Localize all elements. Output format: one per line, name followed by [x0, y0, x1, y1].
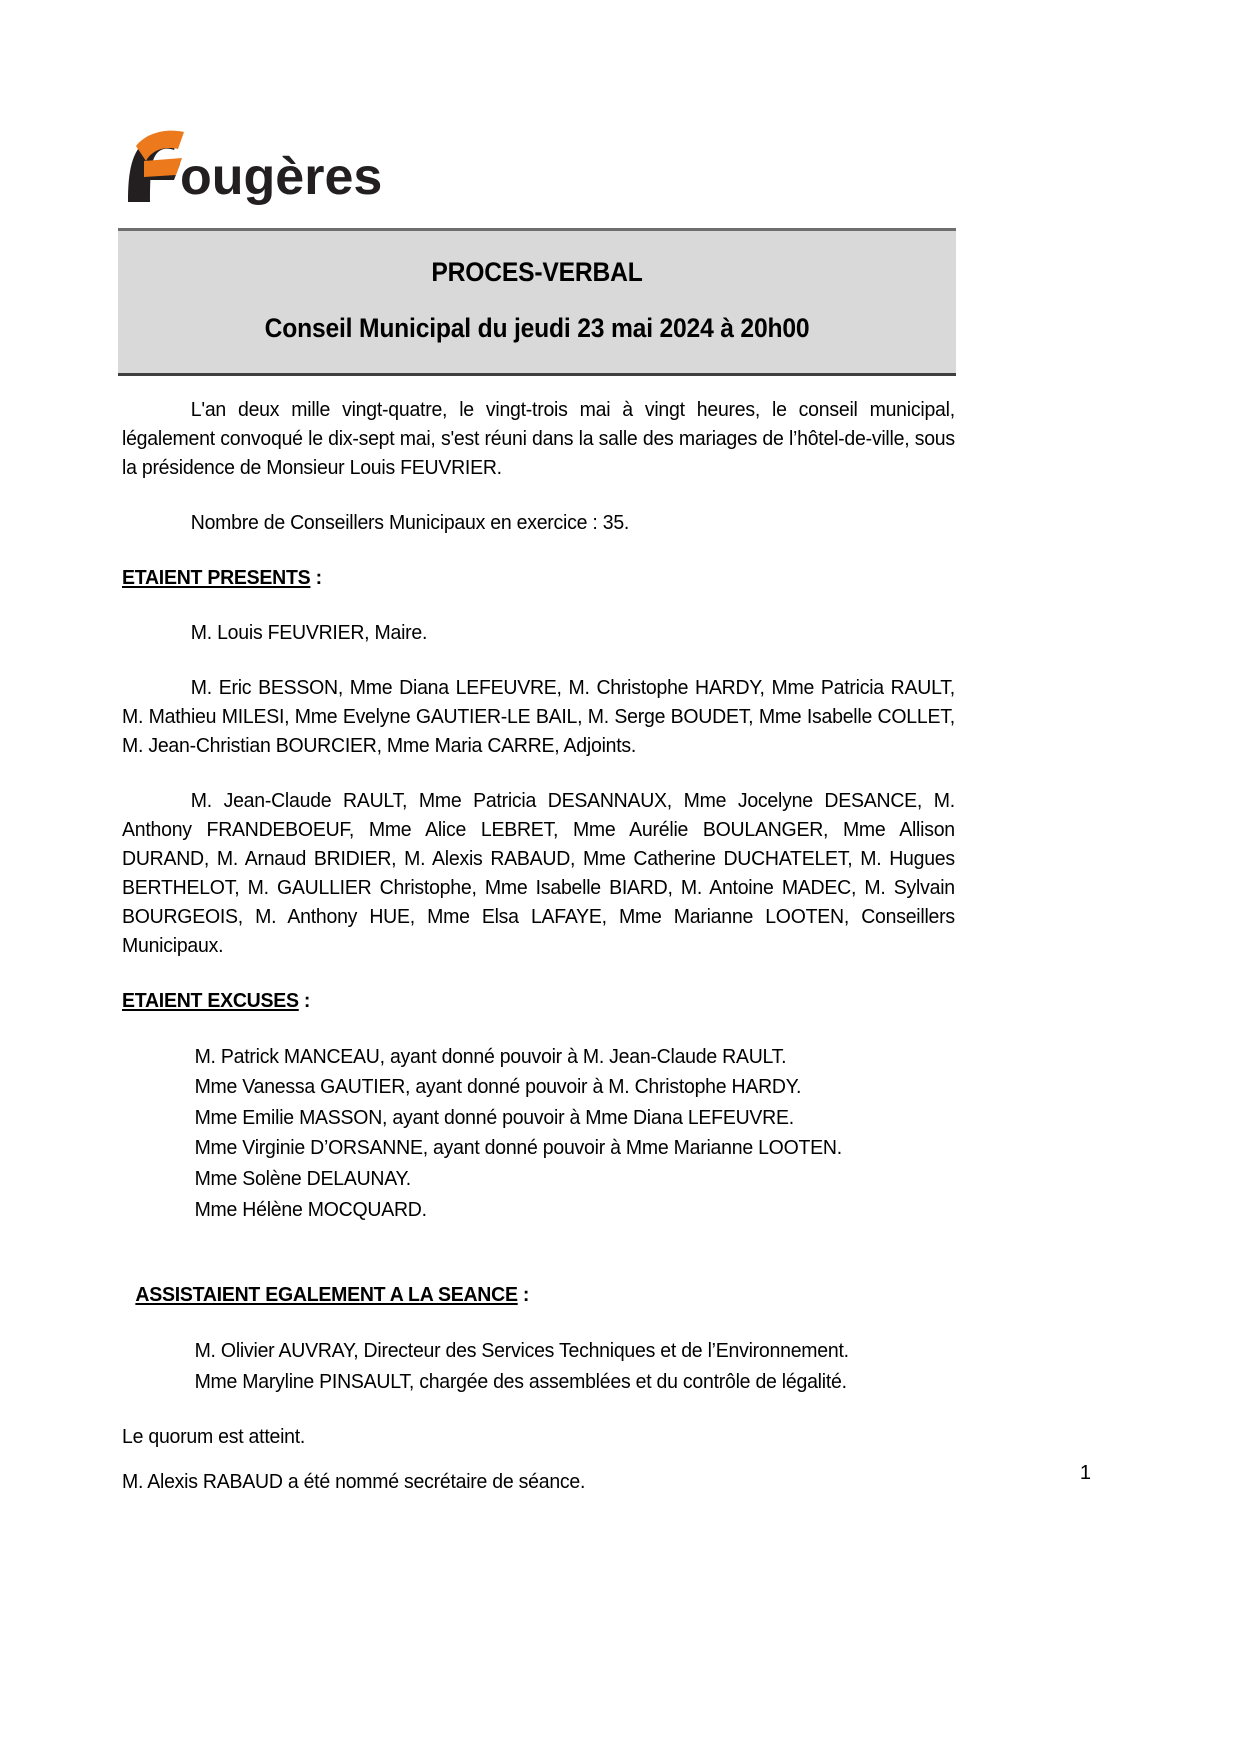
- spacer: [122, 1310, 955, 1336]
- heading-excuses-label: ETAIENT EXCUSES: [122, 989, 299, 1012]
- excused-line: Mme Emilie MASSON, ayant donné pouvoir à Mme Diana LEFEUVRE.: [194, 1106, 794, 1129]
- quorum-line: Le quorum est atteint.: [122, 1426, 306, 1449]
- page-title: PROCES-VERBAL: [431, 257, 643, 287]
- spacer: [122, 1225, 955, 1281]
- secretary-line: M. Alexis RABAUD a été nommé secrétaire de séance.: [122, 1471, 586, 1494]
- conseillers-paragraph: M. Jean-Claude RAULT, Mme Patricia DESANNAUX, Mme Jocelyne DESANCE, M. Anthony FRANDEBOEUF, Mme Alice LEBRET, Mme Aurélie BOULANGER, Mme Allison DURAND, M. Arnaud BRIDIER, M. Alexis RABAUD, Mme Catherine DUCHATELET, M. Hugues BERTHELOT, M. GAULLIER Christophe, Mme Isabelle BIARD, M. Antoine MADEC, M. Sylvain BOURGEOIS, M. Anthony HUE, Mme Elsa LAFAYE, Mme Marianne LOOTEN, Conseillers Municipaux.: [122, 789, 955, 957]
- adjoints-paragraph: M. Eric BESSON, Mme Diana LEFEUVRE, M. Christophe HARDY, Mme Patricia RAULT, M. Mathieu MILESI, Mme Evelyne GAUTIER-LE BAIL, M. Serge BOUDET, Mme Isabelle COLLET, M. Jean-Christian BOURCIER, Mme Maria CARRE, Adjoints.: [122, 676, 955, 757]
- heading-assistants: [122, 1281, 918, 1310]
- fougeres-logo: [122, 128, 382, 208]
- assistant-line: Mme Maryline PINSAULT, chargée des assemblées et du contrôle de légalité.: [194, 1370, 847, 1393]
- page-subtitle: Conseil Municipal du jeudi 23 mai 2024 à 20h00: [264, 312, 810, 343]
- heading-presents-label: ETAIENT PRESENTS: [122, 566, 311, 589]
- excused-line: M. Patrick MANCEAU, ayant donné pouvoir à M. Jean-Claude RAULT.: [194, 1045, 787, 1068]
- excused-line: Mme Vanessa GAUTIER, ayant donné pouvoir à M. Christophe HARDY.: [194, 1076, 802, 1099]
- spacer: [122, 1016, 955, 1042]
- spacer: [122, 761, 955, 787]
- excused-line: Mme Virginie D’ORSANNE, ayant donné pouvoir à Mme Marianne LOOTEN.: [194, 1137, 842, 1160]
- spacer: [122, 961, 955, 987]
- spacer: [122, 538, 955, 564]
- document-body: [122, 396, 955, 1497]
- spacer: [122, 483, 955, 509]
- council-count-line: Nombre de Conseillers Municipaux en exercice : 35.: [190, 511, 630, 534]
- heading-presents-colon: :: [310, 566, 322, 589]
- mayor-line: M. Louis FEUVRIER, Maire.: [190, 621, 428, 644]
- intro-paragraph: L'an deux mille vingt-quatre, le vingt-trois mai à vingt heures, le conseil municipal, légalement convoqué le dix-sept mai, s'est réuni dans la salle des mariages de l’hôtel-de-ville, sous la présidence de Monsieur Louis FEUVRIER.: [122, 399, 955, 479]
- heading-excuses-colon: :: [298, 989, 311, 1012]
- spacer: [122, 1452, 955, 1468]
- spacer: [122, 1397, 955, 1423]
- heading-excuses: [122, 987, 918, 1016]
- excused-line: Mme Hélène MOCQUARD.: [194, 1198, 427, 1221]
- page-number: 1: [1079, 1462, 1091, 1484]
- heading-assistants-label: ASSISTAIENT EGALEMENT A LA SEANCE: [135, 1284, 518, 1307]
- logo-wordmark: ougères: [180, 148, 382, 206]
- spacer: [122, 648, 955, 674]
- logo-icon: [122, 128, 382, 208]
- assistant-line: M. Olivier AUVRAY, Directeur des Services Techniques et de l’Environnement.: [194, 1340, 849, 1363]
- document-header-box: [118, 228, 956, 376]
- heading-assistants-colon: :: [517, 1284, 530, 1307]
- heading-presents: [122, 564, 918, 593]
- spacer: [122, 593, 955, 619]
- excused-line: Mme Solène DELAUNAY.: [194, 1167, 411, 1190]
